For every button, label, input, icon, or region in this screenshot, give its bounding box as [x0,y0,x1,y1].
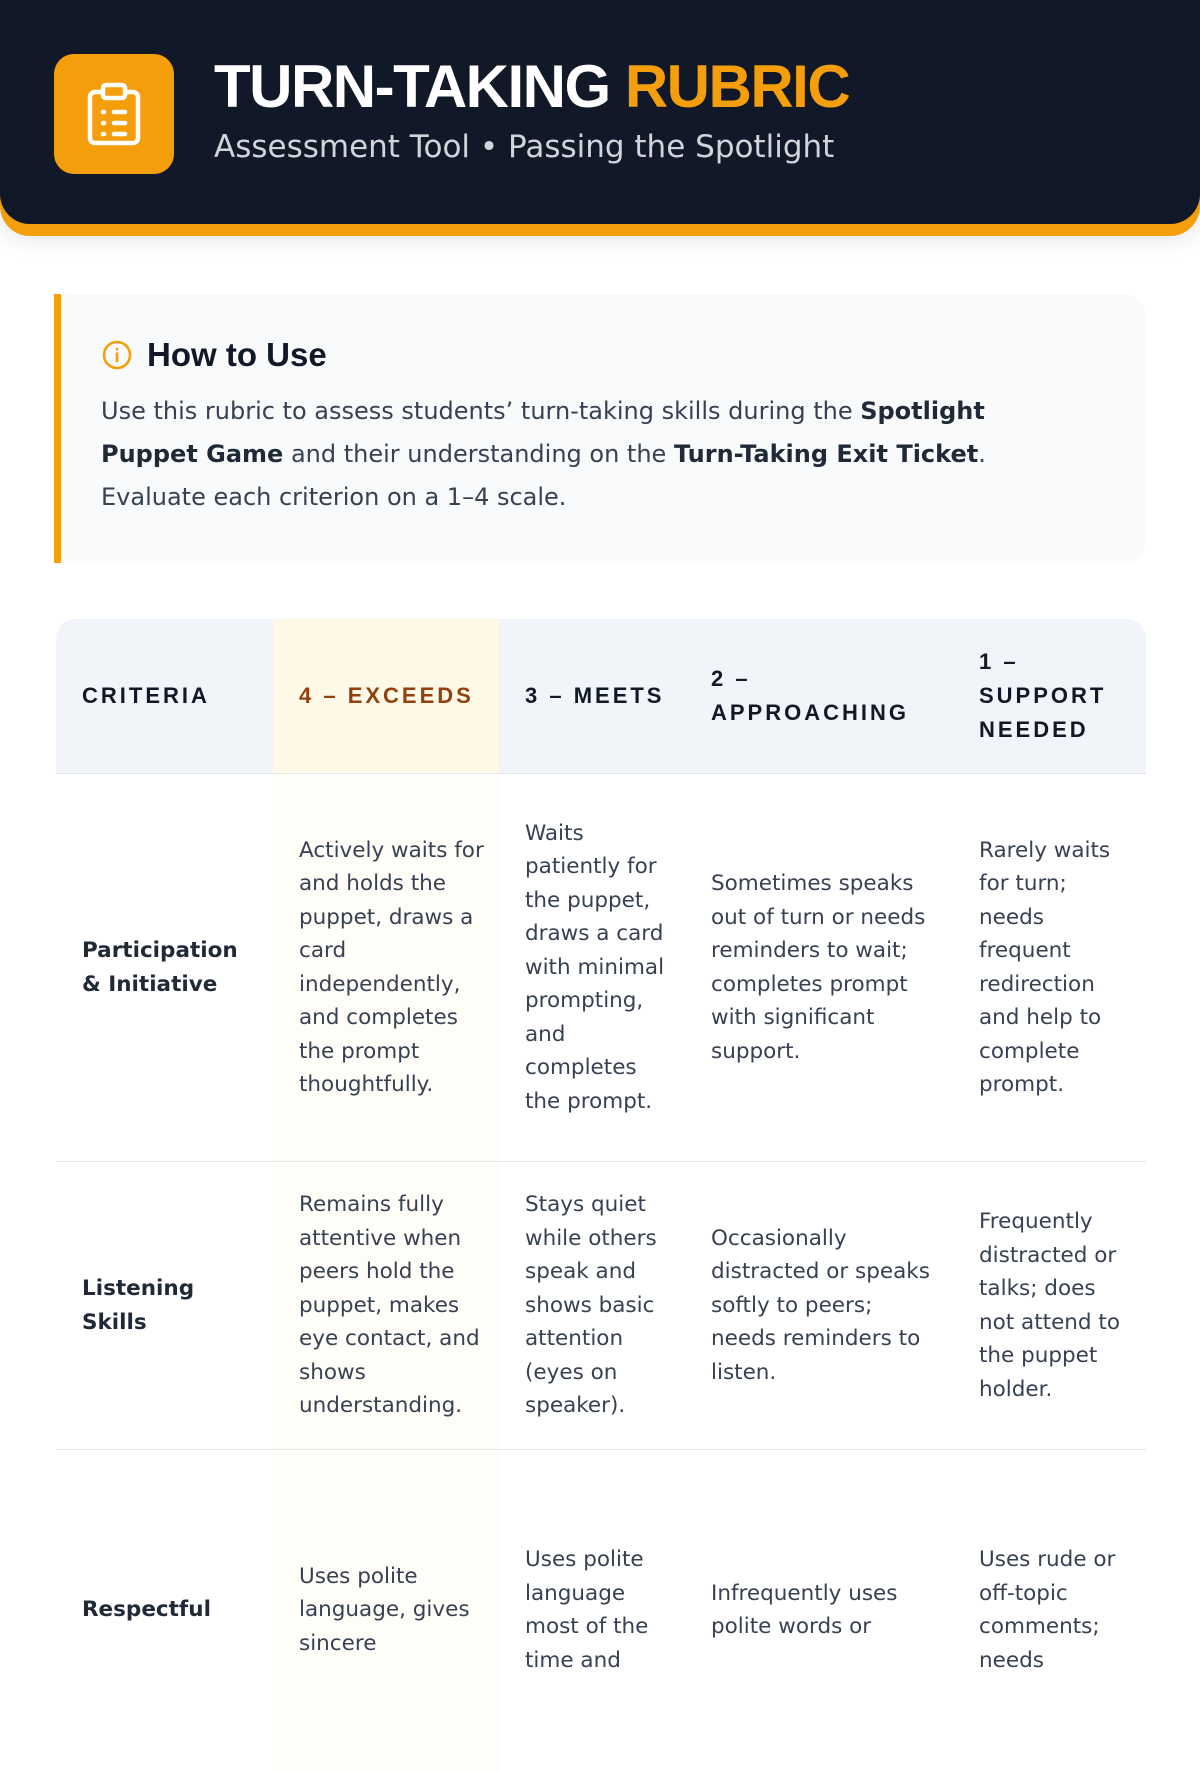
header-criteria: CRITERIA [56,619,273,774]
exit-ticket-term: Turn-Taking Exit Ticket [674,440,978,468]
level-3-cell: Waits patiently for the puppet, draws a card with minimal prompting, and completes the prompt. [499,774,685,1162]
how-to-use-text-2: and their understanding on the [283,440,674,468]
page-header [0,0,1200,224]
header-level-3: 3 – MEETS [499,619,685,774]
level-2-cell: Occasionally distracted or speaks softly to peers; needs reminders to listen. [685,1162,953,1450]
rubric-table-container [56,619,1146,1770]
level-1-cell: Rarely waits for turn; needs frequent redirection and help to complete prompt. [953,774,1146,1162]
level-1-cell: Uses rude or off-topic comments; needs [953,1450,1146,1770]
table-row [56,774,1146,1162]
clipboard-list-icon [87,82,141,146]
table-row [56,1450,1146,1770]
level-4-cell: Uses polite language, gives sincere [273,1450,499,1770]
level-3-cell: Uses polite language most of the time and [499,1450,685,1770]
rubric-header-row [56,619,1146,774]
level-1-cell: Frequently distracted or talks; does not attend to the puppet holder. [953,1162,1146,1450]
criterion-cell: Listening Skills [56,1162,273,1450]
level-2-cell: Sometimes speaks out of turn or needs reminders to wait; completes prompt with significant support. [685,774,953,1162]
how-to-use-title: How to Use [147,336,327,374]
level-4-cell: Remains fully attentive when peers hold the puppet, makes eye contact, and shows understanding. [273,1162,499,1450]
logo-badge [54,54,174,174]
how-to-use-header [101,336,1086,374]
level-2-cell: Infrequently uses polite words or [685,1450,953,1770]
how-to-use-panel [54,294,1146,563]
how-to-use-text-1: Use this rubric to assess students’ turn-taking skills during the [101,397,860,425]
title-accent: RUBRIC [625,53,849,120]
info-circle-icon [101,339,133,371]
criterion-cell: Respectful [56,1450,273,1770]
page-subtitle: Assessment Tool • Passing the Spotlight [214,129,834,165]
table-row [56,1162,1146,1450]
title-main: TURN-TAKING [214,53,610,120]
rubric-table [56,619,1146,1770]
how-to-use-text-3: . Evaluate each criterion on a 1–4 scale. [101,440,986,511]
spotlight-puppet-game-term: Spotlight Puppet Game [101,397,985,468]
page-title [214,52,849,121]
how-to-use-text [101,390,1086,519]
criterion-cell: Participation & Initiative [56,774,273,1162]
level-3-cell: Stays quiet while others speak and shows basic attention (eyes on speaker). [499,1162,685,1450]
header-level-4: 4 – EXCEEDS [273,619,499,774]
header-level-2: 2 – APPROACHING [685,619,953,774]
header-level-1: 1 – SUPPORT NEEDED [953,619,1146,774]
level-4-cell: Actively waits for and holds the puppet, draws a card independently, and completes the prompt thoughtfully. [273,774,499,1162]
